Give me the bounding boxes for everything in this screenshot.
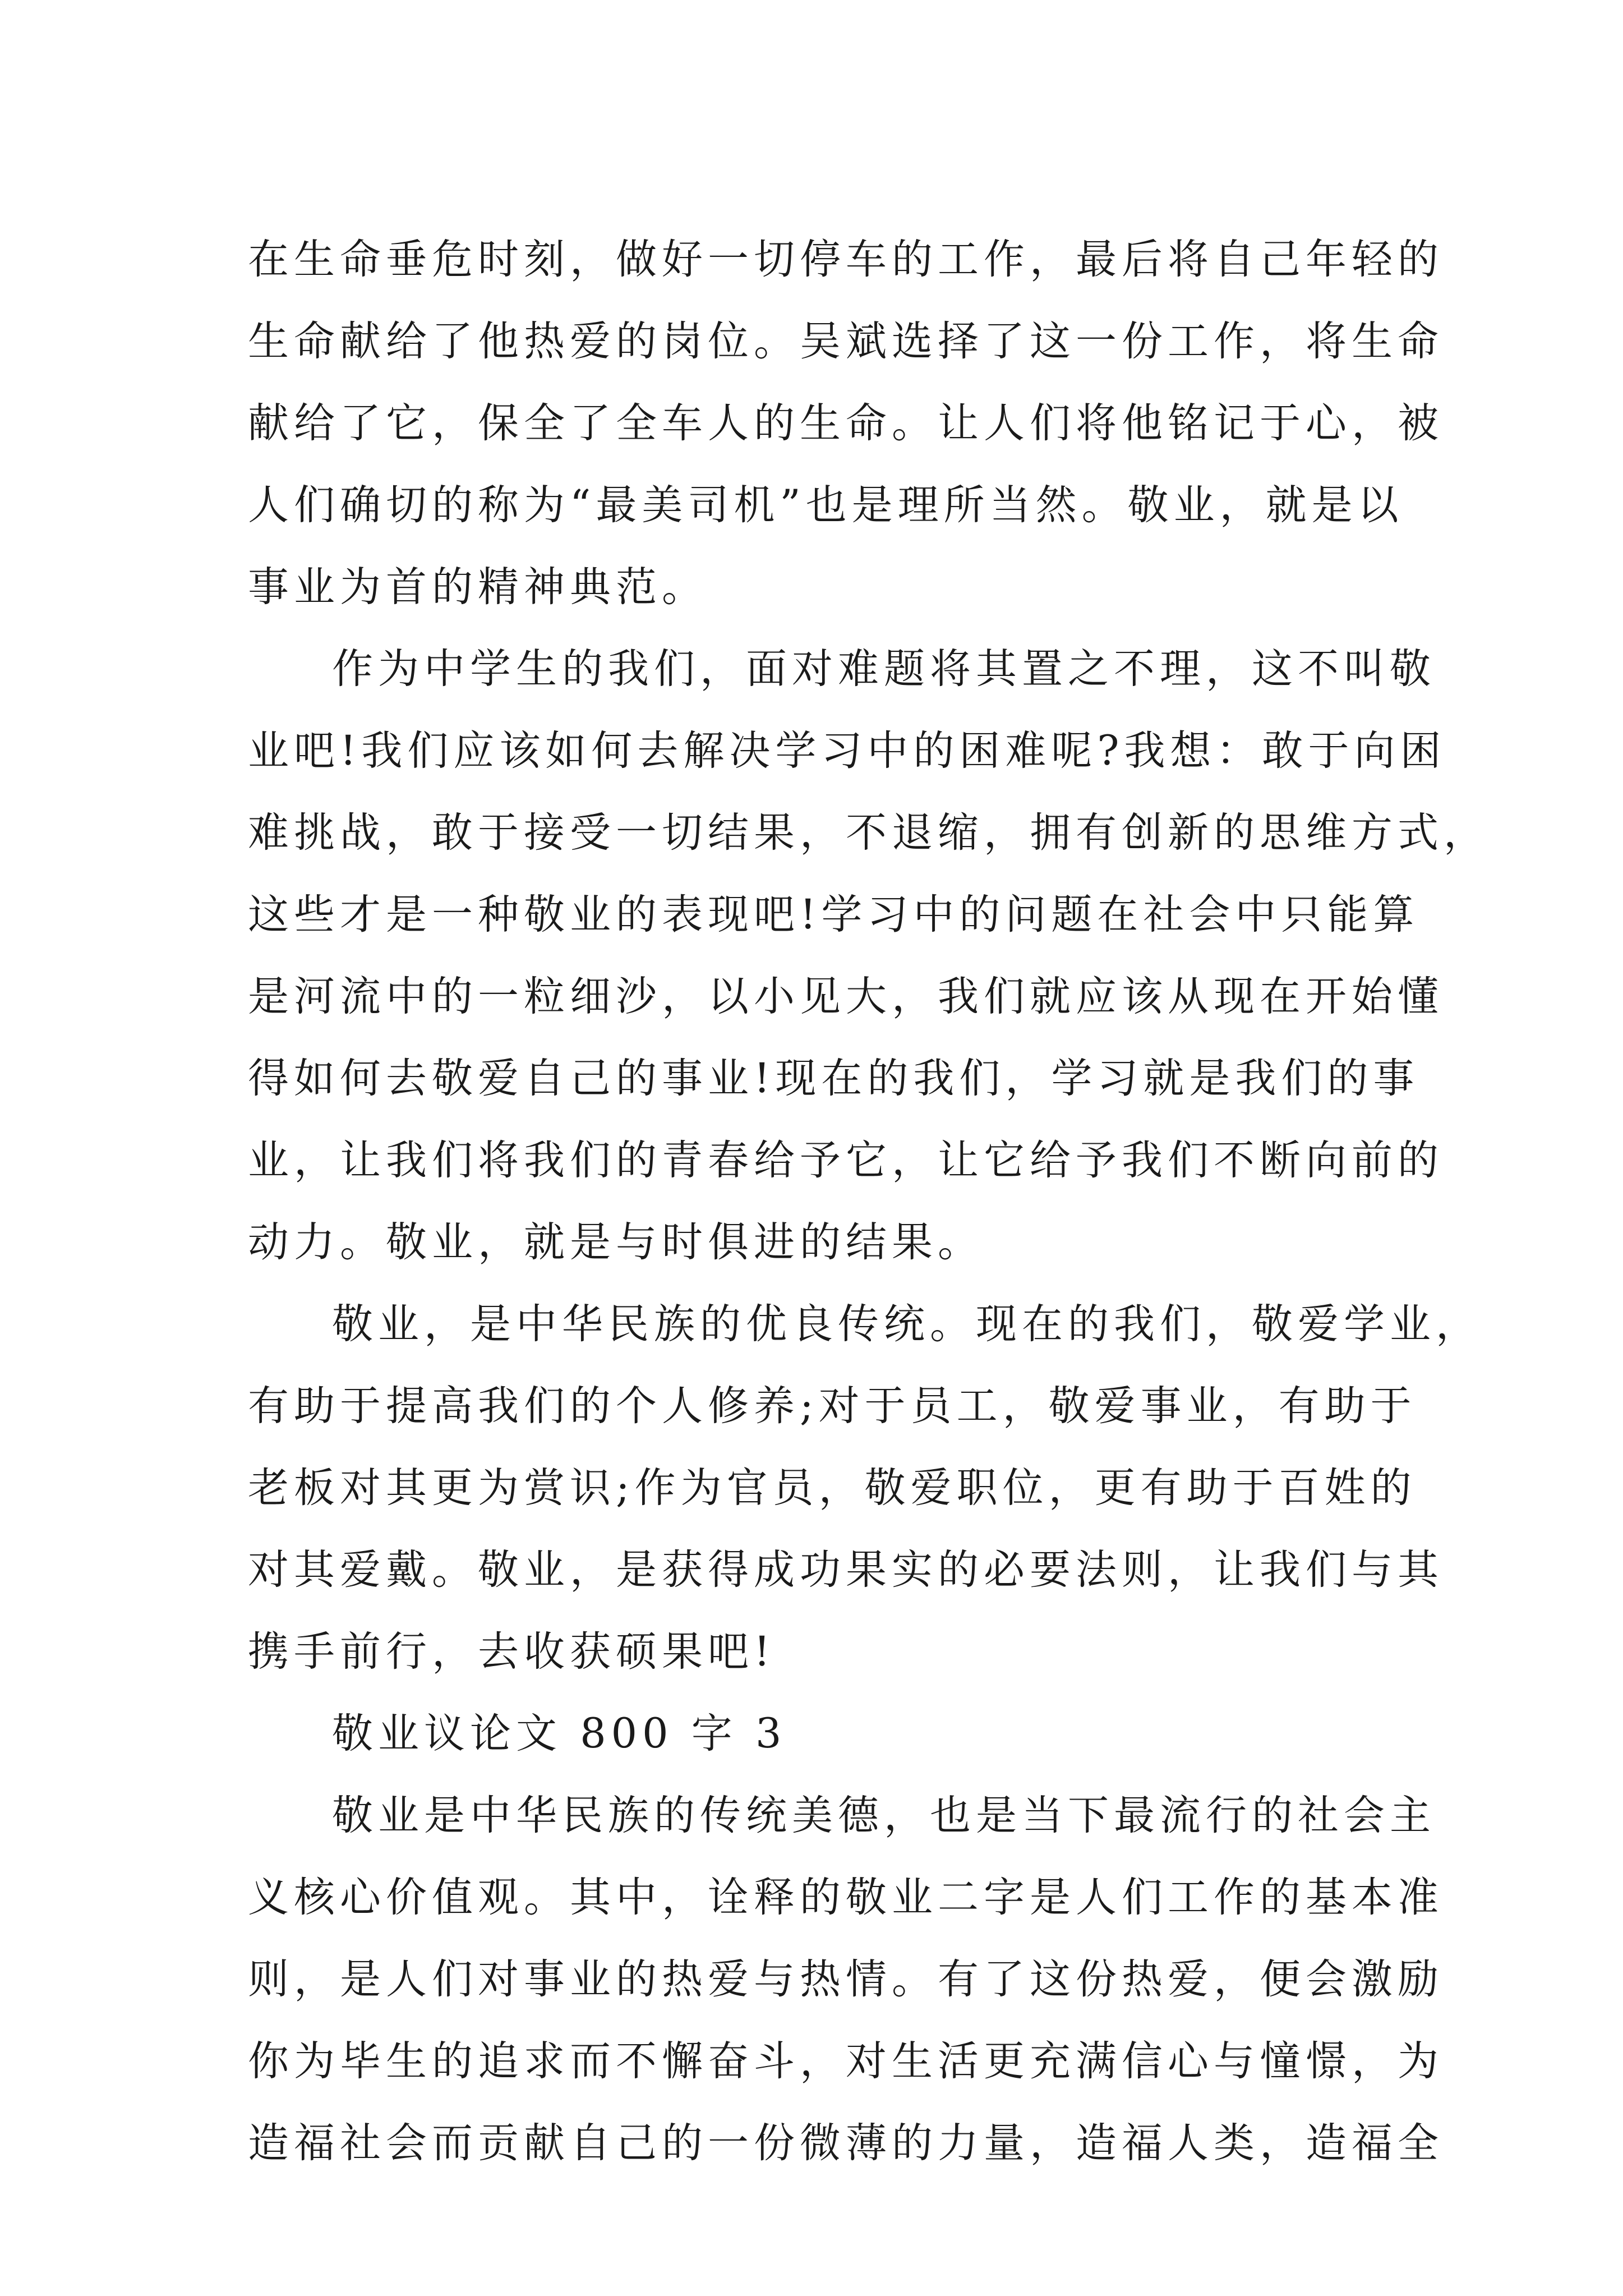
- paragraph-first-line: 敬业是中华民族的传统美德，也是当下最流行的社会主: [332, 1792, 1436, 1839]
- text-line: 动力。敬业，就是与时俱进的结果。: [248, 1218, 984, 1266]
- text-line: 携手前行，去收获硕果吧!: [248, 1628, 776, 1676]
- text-line: 这些才是一种敬业的表现吧!学习中的问题在社会中只能算: [248, 891, 1419, 938]
- text-line: 对其爱戴。敬业，是获得成功果实的必要法则，让我们与其: [248, 1546, 1444, 1594]
- text-line: 在生命垂危时刻，做好一切停车的工作，最后将自己年轻的: [248, 236, 1444, 283]
- text-line: 献给了它，保全了全车人的生命。让人们将他铭记于心，被: [248, 399, 1444, 447]
- text-line: 你为毕生的追求而不懈奋斗，对生活更充满信心与憧憬，为: [248, 2037, 1444, 2085]
- text-line: 难挑战，敢于接受一切结果，不退缩，拥有创新的思维方式，: [248, 809, 1490, 857]
- text-line: 人们确切的称为“最美司机”也是理所当然。敬业，就是以: [248, 481, 1404, 529]
- text-line: 造福社会而贡献自己的一份微薄的力量，造福人类，造福全: [248, 2119, 1444, 2167]
- text-line: 是河流中的一粒细沙，以小见大，我们就应该从现在开始懂: [248, 973, 1444, 1020]
- section-heading: 敬业议论文 800 字 3: [332, 1710, 787, 1757]
- text-line: 得如何去敬爱自己的事业!现在的我们，学习就是我们的事: [248, 1055, 1419, 1102]
- text-line: 业吧!我们应该如何去解决学习中的困难呢?我想：敢于向困: [248, 727, 1446, 775]
- paragraph-first-line: 敬业，是中华民族的优良传统。现在的我们，敬爱学业，: [332, 1300, 1482, 1348]
- text-line: 则，是人们对事业的热爱与热情。有了这份热爱，便会激励: [248, 1955, 1444, 2003]
- text-line: 有助于提高我们的个人修养;对于员工，敬爱事业，有助于: [248, 1382, 1417, 1430]
- document-body: [248, 219, 1490, 2184]
- text-line: 义核心价值观。其中，诠释的敬业二字是人们工作的基本准: [248, 1874, 1444, 1921]
- text-line: 事业为首的精神典范。: [248, 563, 708, 611]
- text-line: 生命献给了他热爱的岗位。吴斌选择了这一份工作，将生命: [248, 318, 1444, 365]
- paragraph-first-line: 作为中学生的我们，面对难题将其置之不理，这不叫敬: [332, 645, 1436, 693]
- text-line: 老板对其更为赏识;作为官员，敬爱职位，更有助于百姓的: [248, 1464, 1417, 1512]
- text-line: 业，让我们将我们的青春给予它，让它给予我们不断向前的: [248, 1137, 1444, 1184]
